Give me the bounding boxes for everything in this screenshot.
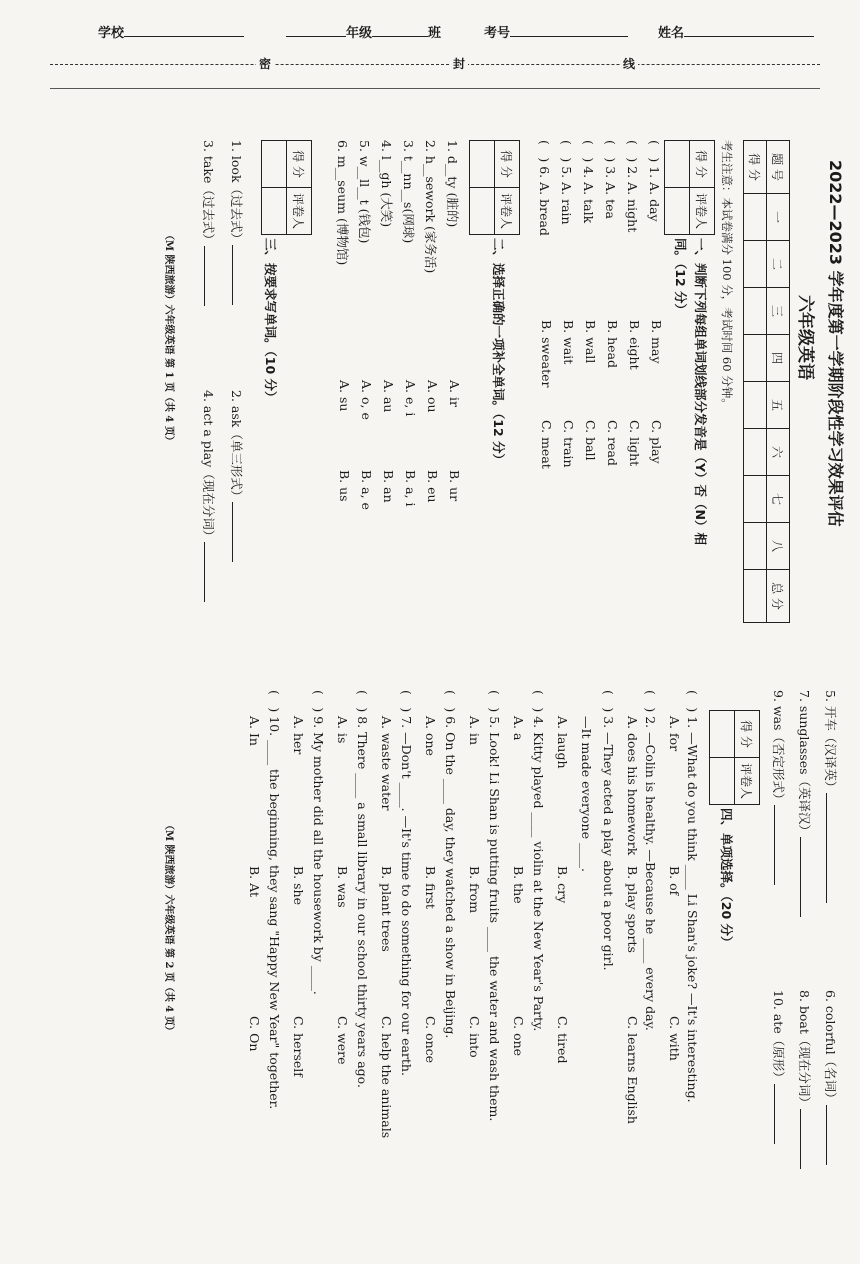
score-cell[interactable] <box>744 523 767 570</box>
s2-option-a: A. o, e <box>359 380 374 420</box>
s1-option-b: B. eight <box>627 320 642 370</box>
s3-item: 3. take（过去式） <box>201 140 216 246</box>
s1-option-b: B. sweater <box>539 320 554 388</box>
score-header-cell: 四 <box>767 335 790 382</box>
s3-item: 7. sunglasses（英译汉） <box>797 690 812 838</box>
exam-no-label: 考号 <box>484 26 511 41</box>
s2-option-a: A. su <box>337 380 352 412</box>
s3-item: 2. ask（单三形式） <box>229 390 244 503</box>
score-table <box>743 140 790 623</box>
s4-option-a: A. does his homework <box>625 716 640 856</box>
answer-blank[interactable] <box>774 805 786 885</box>
s4-question-cont: —It made everyone ____. <box>579 716 594 872</box>
s2-option-b: B. eu <box>425 470 440 503</box>
s2-option-b: B. an <box>381 470 396 503</box>
grader-name-label: 评卷人 <box>735 758 760 805</box>
s4-option-c: C. into <box>467 1016 482 1058</box>
s1-option-b: B. wall <box>583 320 598 364</box>
s4-question[interactable]: ( ) 5. Look! Li Shan is putting fruits ____ the water and wash them. <box>487 690 502 1122</box>
s2-item[interactable]: 6. m__seum (博物馆) <box>335 140 350 266</box>
s4-option-a: A. one <box>423 716 438 756</box>
s2-option-b: B. us <box>337 470 352 502</box>
s1-item[interactable]: ( ) 5. A. rain <box>559 140 574 225</box>
score-header-cell: 一 <box>767 194 790 241</box>
grader-name-cell[interactable] <box>470 188 495 235</box>
answer-blank[interactable] <box>826 793 838 903</box>
section-4-title: 四、单项选择。（20 分） <box>719 808 734 949</box>
s3-item: 5. 开车（汉译英） <box>823 690 838 794</box>
score-header-cell: 五 <box>767 382 790 429</box>
s4-option-b: B. the <box>511 866 526 904</box>
section-1-title: 一、判断下列每组单词划线部分发音是（Y）否（N）相 <box>693 238 708 546</box>
s4-question[interactable]: ( ) 6. On the ____ day, they watched a show in Beijing. <box>443 690 458 1039</box>
grade-label: 年级 <box>346 26 373 41</box>
s4-option-a: A. a <box>511 716 526 741</box>
s3-item: 1. look（过去式） <box>229 140 244 246</box>
s1-option-c: C. play <box>649 420 664 464</box>
answer-blank[interactable] <box>774 1084 786 1144</box>
s3-item: 9. was（否定形式） <box>771 690 786 806</box>
school-field[interactable] <box>98 22 244 41</box>
divider <box>50 88 820 89</box>
s1-option-c: C. read <box>605 420 620 466</box>
grader-score-label: 得 分 <box>287 141 312 188</box>
score-header-cell: 总 分 <box>767 570 790 623</box>
s4-option-b: B. from <box>467 866 482 914</box>
grade-field[interactable] <box>286 22 441 41</box>
grader-score-label: 得 分 <box>735 711 760 758</box>
score-cell[interactable] <box>744 476 767 523</box>
s4-question[interactable]: ( ) 4. Kitty played ____ violin at the New Year's Party. <box>531 690 546 1032</box>
s4-option-a: A. waste water <box>379 716 394 811</box>
s4-option-b: B. plant trees <box>379 866 394 952</box>
s2-option-b: B. a, i <box>403 470 418 507</box>
s4-option-b: B. At <box>247 866 262 897</box>
s4-option-b: B. was <box>335 866 350 908</box>
s4-option-a: A. her <box>291 716 306 755</box>
s4-option-a: A. for <box>667 716 682 752</box>
score-row-label: 得 分 <box>744 141 767 194</box>
seal-mi: 密 <box>256 55 274 72</box>
score-header-cell: 二 <box>767 241 790 288</box>
grader-score-cell[interactable] <box>262 141 287 188</box>
s4-option-b: B. play sports <box>625 866 640 953</box>
answer-blank[interactable] <box>204 542 216 602</box>
name-label: 姓名 <box>658 26 685 41</box>
seal-feng: 封 <box>450 55 468 72</box>
s1-item[interactable]: ( ) 3. A. tea <box>603 140 618 219</box>
s1-option-c: C. light <box>627 420 642 467</box>
answer-blank[interactable] <box>232 245 244 305</box>
s4-option-c: C. tired <box>555 1016 570 1064</box>
s1-item[interactable]: ( ) 2. A. night <box>625 140 640 233</box>
grader-name-cell[interactable] <box>262 188 287 235</box>
s1-option-b: B. may <box>649 320 664 364</box>
s4-option-b: B. of <box>667 866 682 896</box>
exam-notice: 考生注意：本试卷满分 100 分，考试时间 60 分钟。 <box>720 140 734 410</box>
grader-name-cell[interactable] <box>665 188 690 235</box>
s1-item[interactable]: ( ) 4. A. talk <box>581 140 596 224</box>
s4-option-c: C. herself <box>291 1016 306 1077</box>
score-cell[interactable] <box>744 382 767 429</box>
answer-blank[interactable] <box>204 246 216 306</box>
exam-page-1 <box>100 120 860 680</box>
grader-score-cell[interactable] <box>470 141 495 188</box>
grader-box-2 <box>469 140 520 235</box>
s1-item[interactable]: ( ) 6. A. bread <box>537 140 552 236</box>
s4-question[interactable]: ( ) 3. —They acted a play about a poor girl. <box>601 690 616 971</box>
s4-option-a: A. laugh <box>555 716 570 769</box>
score-cell[interactable] <box>744 429 767 476</box>
page-2-footer: （M 陕西旅游）六年级英语 第 2 页（共 4 页） <box>163 820 174 1036</box>
name-field[interactable] <box>658 22 814 41</box>
score-cell[interactable] <box>744 570 767 623</box>
s4-question[interactable]: ( ) 2. —Colin is healthy. —Because he ____ every day. <box>643 690 658 1031</box>
answer-blank[interactable] <box>232 502 244 562</box>
s4-option-b: B. cry <box>555 866 570 904</box>
s4-option-c: C. help the animals <box>379 1016 394 1139</box>
s4-question[interactable]: ( ) 10. ____ the beginning, they sang "Happy New Year" together. <box>267 690 282 1110</box>
answer-blank[interactable] <box>800 1109 812 1169</box>
s3-item: 10. ate（原形） <box>771 990 786 1084</box>
seal-line <box>50 57 820 77</box>
s4-option-a: A. In <box>247 716 262 746</box>
score-cell[interactable] <box>744 241 767 288</box>
binding-header <box>0 0 860 100</box>
s4-option-c: C. learns English <box>625 1016 640 1124</box>
score-cell[interactable] <box>744 288 767 335</box>
s3-item: 6. colorful（名词） <box>823 990 838 1105</box>
s1-option-c: C. ball <box>583 420 598 461</box>
s4-option-c: C. with <box>667 1016 682 1061</box>
s2-item[interactable]: 2. h__sework (家务活) <box>423 140 438 274</box>
s1-option-b: B. head <box>605 320 620 369</box>
s4-question[interactable]: ( ) 9. My mother did all the housework by ____. <box>311 690 326 995</box>
score-header-cell: 八 <box>767 523 790 570</box>
score-header-cell: 六 <box>767 429 790 476</box>
s4-option-b: B. she <box>291 866 306 905</box>
s4-question[interactable]: ( ) 1. —What do you think ____ Li Shan's joke? —It's interesting. <box>685 690 700 1103</box>
s4-question[interactable]: ( ) 8. There ____ a small library in our school thirty years ago. <box>355 690 370 1088</box>
exam-page-2 <box>100 690 860 1250</box>
page-1-footer: （M 陕西旅游）六年级英语 第 1 页（共 4 页） <box>163 230 174 446</box>
grader-name-cell[interactable] <box>710 758 735 805</box>
s2-item[interactable]: 1. d__ty (脏的) <box>445 140 460 228</box>
s2-option-b: B. ur <box>447 470 462 502</box>
grader-name-label: 评卷人 <box>495 188 520 235</box>
s4-option-a: A. is <box>335 716 350 744</box>
s2-item[interactable]: 5. w__ll__t (钱包) <box>357 140 372 244</box>
school-label: 学校 <box>98 26 125 41</box>
grader-score-label: 得 分 <box>690 141 715 188</box>
seal-xian: 线 <box>620 55 638 72</box>
grader-box-4 <box>709 710 760 805</box>
answer-blank[interactable] <box>826 1105 838 1165</box>
grader-box-3 <box>261 140 312 235</box>
s2-option-b: B. a, e <box>359 470 374 510</box>
s1-option-c: C. train <box>561 420 576 468</box>
s4-question[interactable]: ( ) 7. —Don't ____. —It's time to do something for our earth. <box>399 690 414 1076</box>
answer-blank[interactable] <box>800 837 812 917</box>
s2-option-a: A. e, i <box>403 380 418 417</box>
grader-score-cell[interactable] <box>665 141 690 188</box>
grader-score-cell[interactable] <box>710 711 735 758</box>
s4-option-c: C. On <box>247 1016 262 1052</box>
section-2-title: 二、选择正确的一项补全单词。（12 分） <box>491 238 506 466</box>
score-cell[interactable] <box>744 335 767 382</box>
s2-option-a: A. au <box>381 380 396 413</box>
grader-name-label: 评卷人 <box>690 188 715 235</box>
exam-subtitle: 六年级英语 <box>795 295 815 380</box>
score-header-cell: 题 号 <box>767 141 790 194</box>
s4-option-a: A. in <box>467 716 482 746</box>
exam-sheet <box>0 100 860 1264</box>
grader-box-1 <box>664 140 715 235</box>
s2-option-a: A. ou <box>425 380 440 413</box>
s4-option-c: C. were <box>335 1016 350 1065</box>
section-1-title-cont: 同。（12 分） <box>673 238 688 316</box>
grader-score-label: 得 分 <box>495 141 520 188</box>
section-3-title: 三、按要求写单词。（10 分） <box>263 238 278 404</box>
s2-item[interactable]: 4. l__gh (大笑) <box>379 140 394 228</box>
s3-item: 4. act a play（现在分词） <box>201 390 216 543</box>
s2-option-a: A. ir <box>447 380 462 407</box>
class-label: 班 <box>428 26 442 41</box>
s2-item[interactable]: 3. t__nn__s(网球) <box>401 140 416 244</box>
grader-name-label: 评卷人 <box>287 188 312 235</box>
s1-item[interactable]: ( ) 1. A. day <box>647 140 662 222</box>
score-cell[interactable] <box>744 194 767 241</box>
score-header-cell: 三 <box>767 288 790 335</box>
score-header-cell: 七 <box>767 476 790 523</box>
s1-option-b: B. wait <box>561 320 576 365</box>
s4-option-b: B. first <box>423 866 438 909</box>
exam-title: 2022—2023 学年度第一学期阶段性学习效果评估 <box>826 160 845 527</box>
s3-item: 8. boat（现在分词） <box>797 990 812 1109</box>
exam-no-field[interactable] <box>484 22 628 41</box>
s1-option-c: C. meat <box>539 420 554 469</box>
s4-option-c: C. once <box>423 1016 438 1064</box>
s4-option-c: C. one <box>511 1016 526 1057</box>
